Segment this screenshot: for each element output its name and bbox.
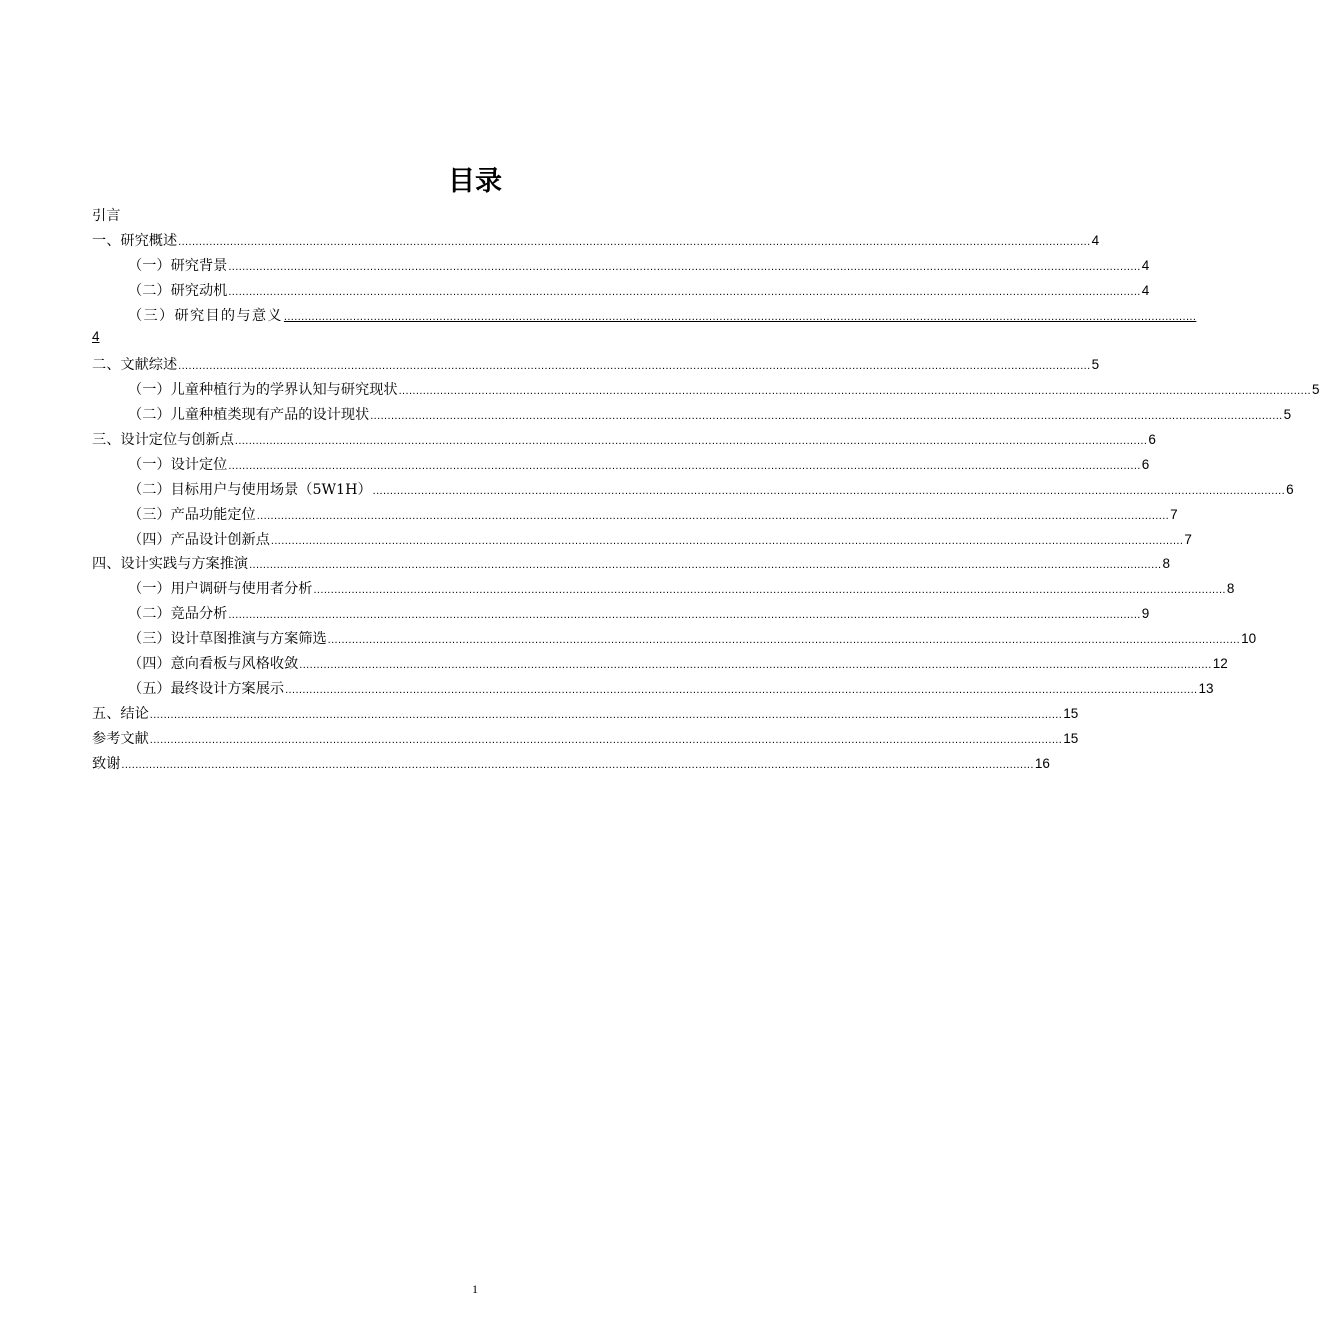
toc-leader-dots: ........................................................................................................................................................................................................................................................................ [228, 609, 1141, 622]
toc-entry-label: 参考文献 [92, 730, 149, 747]
toc-entry-label: （一）儿童种植行为的学界认知与研究现状 [128, 382, 398, 399]
toc-entry-label: 引言 [92, 208, 121, 224]
toc-leader-dots: ........................................................................................................................................................................................................................................................................ [228, 285, 1141, 298]
toc-leader-dots: ........................................................................................................................................................................................................................................................................ [149, 733, 1063, 746]
toc-entry-label: 三、设计定位与创新点 [92, 432, 234, 449]
toc-leader-dots: ........................................................................................................................................................................................................................................................................ [270, 534, 1184, 547]
toc-entry-label: （三）产品功能定位 [128, 506, 256, 523]
page-number: 1 [472, 1282, 478, 1296]
toc-entry-continuation[interactable] [92, 329, 860, 354]
toc-entry-page: 4 [1141, 282, 1150, 298]
toc-entry[interactable] [92, 703, 1079, 728]
toc-entry-label: （三）研究目的与意义 [128, 307, 283, 324]
toc-leader-dots: ........................................................................................................................................................................................................................................................................ [178, 360, 1091, 373]
toc-entry[interactable] [92, 404, 1292, 429]
toc-entry-label: （二）儿童种植类现有产品的设计现状 [128, 407, 370, 424]
toc-entry-page: 4 [1091, 232, 1100, 248]
toc-leader-dots: ........................................................................................................................................................................................................................................................................ [149, 708, 1063, 721]
toc-entry[interactable] [92, 305, 1197, 330]
toc-entry[interactable] [92, 429, 1156, 454]
toc-entry-label: （二）研究动机 [128, 282, 228, 299]
toc-entry-page: 6 [1148, 432, 1156, 448]
table-of-contents [92, 205, 1320, 777]
toc-leader-dots: ........................................................................................................................................................................................................................................................................ [283, 310, 1197, 323]
toc-entry-page: 16 [1034, 755, 1050, 771]
toc-entry[interactable] [92, 529, 1192, 554]
toc-leader-dots: ........................................................................................................................................................................................................................................................................ [370, 410, 1283, 423]
toc-leader-dots: ........................................................................................................................................................................................................................................................................ [249, 559, 1162, 572]
toc-entry-label: 致谢 [92, 755, 121, 772]
toc-entry-page: 15 [1063, 705, 1079, 721]
toc-entry-label: （一）用户调研与使用者分析 [128, 581, 313, 598]
toc-entry[interactable] [92, 628, 1257, 653]
toc-title: 目录 [448, 166, 502, 197]
toc-entry[interactable] [92, 354, 1100, 379]
toc-leader-dots: ........................................................................................................................................................................................................................................................................ [327, 634, 1241, 647]
toc-entry-page: 15 [1063, 730, 1079, 746]
toc-entry-page: 6 [1141, 456, 1150, 472]
toc-entry[interactable] [92, 578, 1235, 603]
toc-entry-page: 5 [1283, 407, 1292, 423]
toc-entry-page: 5 [1312, 382, 1320, 398]
toc-entry[interactable] [92, 280, 1150, 305]
toc-leader-dots: ........................................................................................................................................................................................................................................................................ [178, 235, 1091, 248]
toc-entry[interactable] [92, 379, 1320, 404]
toc-leader-dots: ........................................................................................................................................................................................................................................................................ [256, 509, 1170, 522]
toc-entry-label: 二、文献综述 [92, 357, 178, 374]
toc-entry-page: 6 [1286, 481, 1294, 497]
toc-entry-page: 7 [1184, 531, 1192, 547]
toc-leader-dots: ........................................................................................................................................................................................................................................................................ [398, 385, 1312, 398]
toc-entry-label: （一）设计定位 [128, 456, 228, 473]
toc-entry-page: 7 [1170, 506, 1178, 522]
toc-entry-page: 4 [92, 329, 100, 345]
toc-entry[interactable] [92, 479, 1294, 504]
toc-entry[interactable] [92, 230, 1100, 255]
toc-entry[interactable] [92, 603, 1150, 628]
toc-entry-label: 一、研究概述 [92, 232, 178, 249]
toc-leader-dots: ........................................................................................................................................................................................................................................................................ [372, 484, 1286, 497]
toc-entry-label: （一）研究背景 [128, 257, 228, 274]
toc-entry[interactable] [92, 553, 1171, 578]
toc-entry-label: （二）竞品分析 [128, 606, 228, 623]
toc-entry[interactable] [92, 504, 1178, 529]
toc-entry-label: 五、结论 [92, 705, 149, 722]
toc-entry-label: （二）目标用户与使用场景（5W1H） [128, 481, 372, 498]
toc-entry-label: 四、设计实践与方案推演 [92, 556, 249, 573]
toc-leader-dots: ........................................................................................................................................................................................................................................................................ [285, 683, 1198, 696]
toc-entry[interactable] [92, 678, 1214, 703]
toc-entry-page: 8 [1162, 556, 1171, 572]
toc-entry-page: 4 [1141, 257, 1150, 273]
toc-entry-page: 13 [1198, 680, 1214, 696]
toc-leader-dots: ........................................................................................................................................................................................................................................................................ [313, 584, 1226, 597]
toc-entry[interactable] [92, 205, 860, 230]
toc-leader-dots: ........................................................................................................................................................................................................................................................................ [228, 260, 1141, 273]
toc-entry-label: （五）最终设计方案展示 [128, 680, 285, 697]
toc-entry-label: （四）产品设计创新点 [128, 531, 270, 548]
toc-entry-page: 10 [1241, 631, 1257, 647]
toc-entry[interactable] [92, 728, 1079, 753]
toc-entry-label: （三）设计草图推演与方案筛选 [128, 631, 327, 648]
toc-entry-page: 5 [1091, 357, 1100, 373]
toc-leader-dots: ........................................................................................................................................................................................................................................................................ [234, 435, 1148, 448]
toc-leader-dots: ........................................................................................................................................................................................................................................................................ [228, 459, 1141, 472]
toc-leader-dots: ........................................................................................................................................................................................................................................................................ [299, 659, 1212, 672]
toc-entry-page: 12 [1212, 656, 1228, 672]
toc-entry[interactable] [92, 255, 1150, 280]
toc-entry-page: 8 [1226, 581, 1235, 597]
toc-leader-dots: ........................................................................................................................................................................................................................................................................ [121, 758, 1034, 771]
toc-entry[interactable] [92, 653, 1228, 678]
toc-entry[interactable] [92, 753, 1050, 778]
toc-entry[interactable] [92, 454, 1150, 479]
toc-entry-label: （四）意向看板与风格收敛 [128, 656, 299, 673]
toc-entry-page: 9 [1141, 606, 1150, 622]
